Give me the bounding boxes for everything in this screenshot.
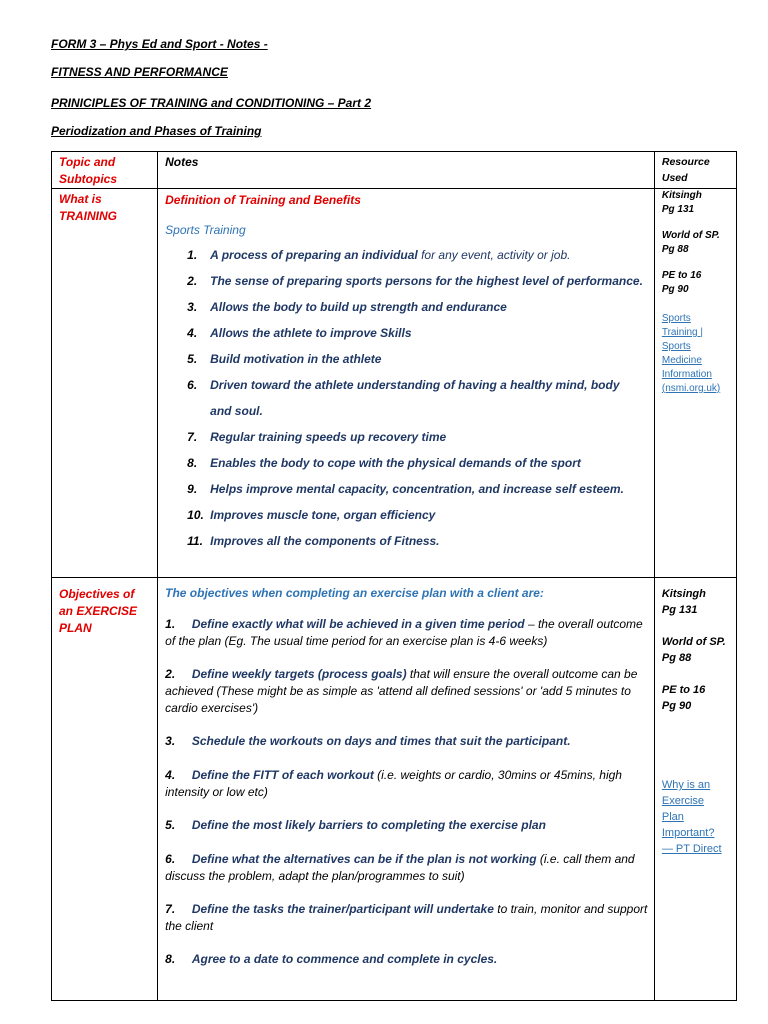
list-item: 1. A process of preparing an individual for any event, activity or job. xyxy=(187,248,571,262)
list-item: 10. Improves muscle tone, organ efficiency xyxy=(187,508,436,522)
list-item: 2. The sense of preparing sports persons for the highest level of performance. xyxy=(187,274,643,288)
notes-cell xyxy=(158,578,654,968)
col1-header: Topic and Subtopics xyxy=(59,155,118,186)
list-item-continuation: and soul. xyxy=(210,404,263,418)
resource-page: Pg 90 xyxy=(661,284,689,295)
list-item: 2. Define weekly targets (process goals) that will ensure the overall outcome can be achieved (These might be as simple as 'attend all defined sessions' or 'add 5 minutes to cardio exercises') xyxy=(165,667,638,715)
list-item: 8. Enables the body to cope with the physical demands of the sport xyxy=(187,456,581,470)
col3-header: Resource Used xyxy=(661,156,710,184)
list-item: 3. Schedule the workouts on days and times that suit the participant. xyxy=(165,734,571,748)
resource-page: Pg 88 xyxy=(661,244,689,255)
resource-name: Kitsingh xyxy=(661,190,702,201)
list-item: 7. Define the tasks the trainer/participant will undertake to train, monitor and support the client xyxy=(165,902,648,933)
training-list xyxy=(165,242,648,554)
resource-name: PE to 16 xyxy=(661,684,706,696)
objectives-intro: The objectives when completing an exercise plan with a client are: xyxy=(165,586,544,600)
resources-cell xyxy=(655,578,736,857)
list-item: 7. Regular training speeds up recovery time xyxy=(187,430,447,444)
resource-name: PE to 16 xyxy=(661,270,702,281)
resource-name: World of SP. xyxy=(661,636,726,648)
list-item: 5. Define the most likely barriers to completing the exercise plan xyxy=(165,818,546,832)
doc-title: FORM 3 – Phys Ed and Sport - Notes - xyxy=(51,37,268,51)
definition-heading: Definition of Training and Benefits xyxy=(165,193,361,207)
list-item: 8. Agree to a date to commence and complete in cycles. xyxy=(165,952,498,966)
notes-cell xyxy=(158,189,654,554)
list-item: 6. Define what the alternatives can be if the plan is not working (i.e. call them and discuss the problem, adapt the plan/programmes to suit) xyxy=(165,852,635,883)
list-item: 5. Build motivation in the athlete xyxy=(187,352,382,366)
resource-name: World of SP. xyxy=(661,230,720,241)
topic-heading: Periodization and Phases of Training xyxy=(51,124,262,138)
list-item: 4. Allows the athlete to improve Skills xyxy=(187,326,412,340)
col2-header: Notes xyxy=(165,155,199,169)
resources-cell xyxy=(655,189,736,396)
resource-page: Pg 88 xyxy=(661,652,692,664)
topic-cell: What is TRAINING xyxy=(59,192,117,223)
list-item: 9. Helps improve mental capacity, concentration, and increase self esteem. xyxy=(187,482,624,496)
table-row xyxy=(52,189,737,578)
resource-name: Kitsingh xyxy=(661,588,706,600)
list-item: 11. Improves all the components of Fitness. xyxy=(187,534,440,548)
notes-table xyxy=(51,151,737,1001)
resource-page: Pg 131 xyxy=(661,204,695,215)
table-row xyxy=(52,578,737,1001)
section-heading: FITNESS AND PERFORMANCE xyxy=(51,65,228,79)
resource-link[interactable]: Sports Training | Sports Medicine Information (nsmi.org.uk) xyxy=(661,313,721,394)
list-item: 1. Define exactly what will be achieved in a given time period – the overall outcome of the plan (Eg. The usual time period for an exercise plan is 4-6 weeks) xyxy=(165,617,643,648)
resource-page: Pg 90 xyxy=(661,700,692,712)
topic-cell: Objectives of an EXERCISE PLAN xyxy=(59,587,138,635)
table-header-row xyxy=(52,152,737,189)
list-item: 4. Define the FITT of each workout (i.e. weights or cardio, 30mins or 45mins, high intensity or low etc) xyxy=(165,768,622,799)
list-item: 6. Driven toward the athlete understanding of having a healthy mind, body xyxy=(187,378,620,392)
resource-link[interactable]: Why is an Exercise Plan Important? — PT Direct xyxy=(661,779,722,855)
list-item: 3. Allows the body to build up strength and endurance xyxy=(187,300,507,314)
resource-page: Pg 131 xyxy=(661,604,698,616)
sports-training-subheading: Sports Training xyxy=(165,223,246,237)
subsection-heading: PRINICIPLES OF TRAINING and CONDITIONING – Part 2 xyxy=(51,96,372,110)
